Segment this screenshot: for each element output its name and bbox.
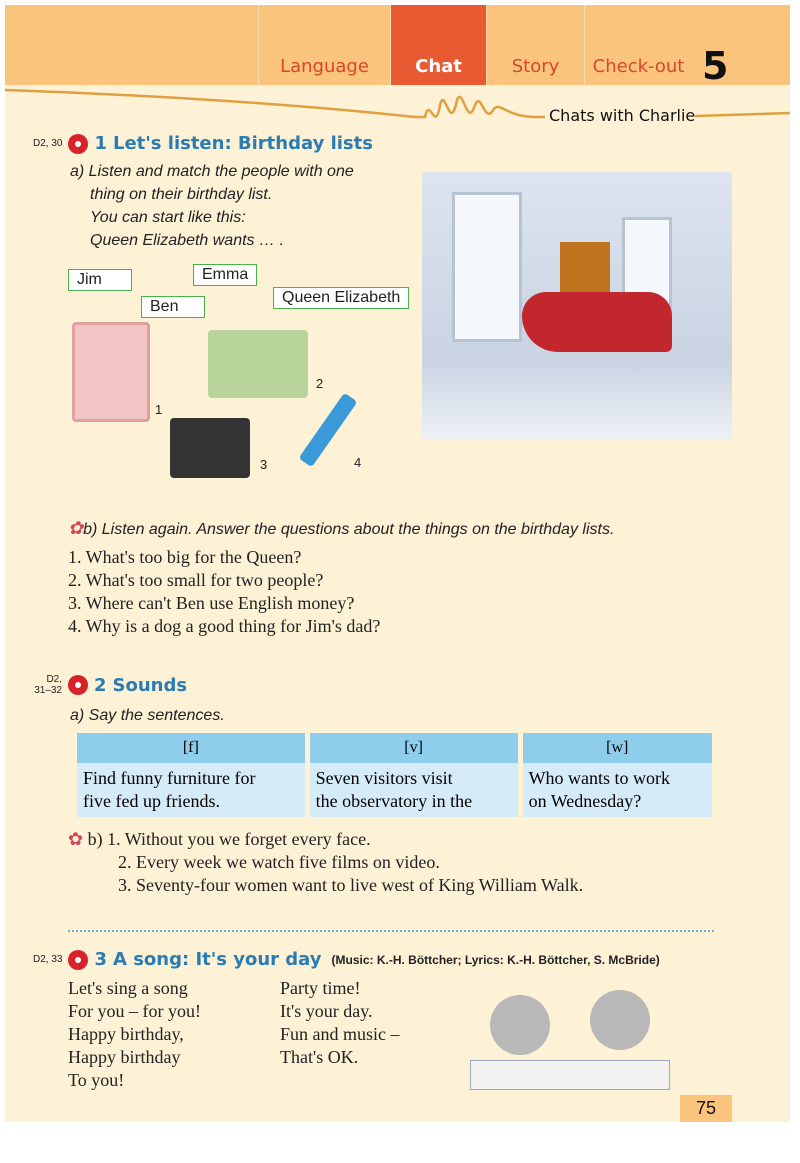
name-label-ben: Ben xyxy=(141,296,205,318)
unit-number: 5 xyxy=(702,44,729,88)
question: 1. What's too big for the Queen? xyxy=(68,547,302,567)
table-header: [w] xyxy=(523,733,712,763)
exercise-number: 1 xyxy=(94,133,107,154)
sentence-list: ✿ b) 1. Without you we forget every face. 2. Every week we watch five films on video. 3. Seventy-four women want to live west of King William Walk. xyxy=(68,829,584,895)
exercise-title: Let's listen: Birthday lists xyxy=(113,133,373,154)
divider xyxy=(68,930,714,932)
exercise-3-heading xyxy=(33,949,660,970)
table-cell: Who wants to work on Wednesday? xyxy=(523,763,712,817)
exercise-title: Sounds xyxy=(112,674,188,696)
tab-check-out[interactable]: Check-out xyxy=(584,5,692,85)
sounds-table xyxy=(72,733,717,817)
cd-icon xyxy=(68,950,88,970)
door-image xyxy=(72,322,150,422)
question: 3. Where can't Ben use English money? xyxy=(68,593,355,613)
page-number: 75 xyxy=(680,1095,732,1122)
name-label-queen: Queen Elizabeth xyxy=(273,287,409,309)
exercise-number: 3 xyxy=(94,949,107,970)
flower-icon: ✿ xyxy=(68,518,84,538)
tab-story[interactable]: Story xyxy=(486,5,584,85)
inline-skates-image xyxy=(170,418,250,478)
cd-icon xyxy=(68,134,88,154)
table-header: [v] xyxy=(310,733,518,763)
mice-illustration xyxy=(470,975,670,1115)
exercise-number: 2 xyxy=(94,674,107,696)
item-number: 4 xyxy=(354,455,362,470)
instruction-a: a) Say the sentences. xyxy=(70,707,225,724)
question-list xyxy=(68,546,380,638)
item-number: 1 xyxy=(155,402,163,417)
question: 2. What's too small for two people? xyxy=(68,570,324,590)
instruction-a: a) Listen and match the people with one thing on their birthday list. You can start like this: Queen Elizabeth wants … . xyxy=(70,163,354,249)
song-verse-2: Party time! It's your day. Fun and music – That's OK. xyxy=(280,978,400,1067)
money-image xyxy=(208,330,308,398)
table-cell: Find funny furniture for five fed up friends. xyxy=(77,763,305,817)
track-label: D2, 33 xyxy=(33,954,63,965)
table-header: [f] xyxy=(77,733,305,763)
instruction-b: ✿b) Listen again. Answer the questions about the things on the birthday lists. xyxy=(68,518,615,538)
name-label-emma: Emma xyxy=(193,264,257,286)
tab-language[interactable]: Language xyxy=(258,5,390,85)
item-number: 3 xyxy=(260,457,268,472)
song-credits: (Music: K.-H. Böttcher; Lyrics: K.-H. Böttcher, S. McBride) xyxy=(331,952,660,967)
section-title: Chats with Charlie xyxy=(549,106,696,125)
queen-illustration xyxy=(422,172,732,440)
track-label: D2, 30 xyxy=(33,138,63,149)
song-verse-1: Let's sing a song For you – for you! Happy birthday, Happy birthday To you! xyxy=(68,978,201,1090)
exercise-title: A song: It's your day xyxy=(113,949,322,970)
cd-icon xyxy=(68,675,88,695)
item-number: 2 xyxy=(316,376,324,391)
track-label: D2, 31–32 xyxy=(34,674,62,696)
tab-chat[interactable]: Chat xyxy=(390,5,486,85)
table-cell: Seven visitors visit the observatory in the xyxy=(310,763,518,817)
exercise-2-heading xyxy=(30,674,187,696)
flower-icon: ✿ xyxy=(68,829,84,849)
question: 4. Why is a dog a good thing for Jim's dad? xyxy=(68,616,381,636)
name-label-jim: Jim xyxy=(68,269,132,291)
exercise-1-heading xyxy=(33,133,373,154)
